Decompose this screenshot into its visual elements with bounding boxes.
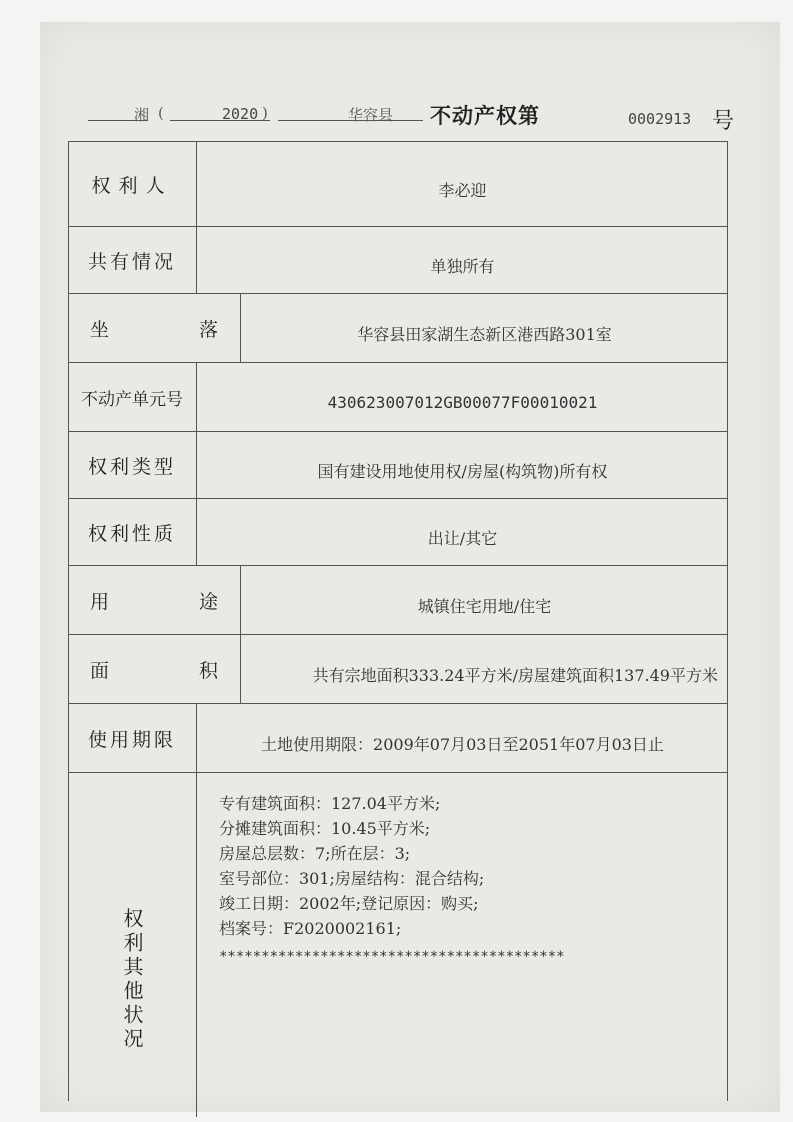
row-other bbox=[68, 772, 728, 1117]
label-area bbox=[68, 635, 241, 703]
value-owner: 李必迎 bbox=[438, 180, 487, 200]
label-location-1: 坐 bbox=[90, 318, 110, 341]
row-right-type bbox=[68, 431, 728, 498]
label-right-nature: 权利性质 bbox=[68, 499, 197, 565]
row-right-nature bbox=[68, 498, 728, 565]
label-usage-2: 途 bbox=[198, 590, 218, 613]
year-open-paren: ( bbox=[158, 104, 164, 122]
label-location bbox=[68, 294, 241, 362]
label-right-type: 权利类型 bbox=[68, 432, 197, 498]
value-other bbox=[197, 773, 728, 1117]
row-unit-number bbox=[68, 362, 728, 431]
label-unit-number: 不动产单元号 bbox=[68, 363, 197, 431]
value-right-type: 国有建设用地使用权/房屋(构筑物)所有权 bbox=[317, 461, 608, 481]
county-name: 华容县 bbox=[348, 106, 394, 124]
value-location: 华容县田家湖生态新区港西路301室 bbox=[357, 324, 612, 344]
year-close-paren: ) bbox=[262, 104, 268, 122]
rights-table bbox=[68, 141, 728, 1117]
other-line: 房屋总层数：7;所在层：3; bbox=[219, 844, 411, 863]
other-line: 档案号：F2020002161; bbox=[219, 919, 402, 938]
certificate-year: 2020 bbox=[222, 105, 259, 123]
row-owner bbox=[68, 141, 728, 226]
certificate-title: 不动产权第 bbox=[430, 103, 540, 128]
other-line: 竣工日期：2002年;登记原因：购买; bbox=[219, 894, 479, 913]
label-term: 使用期限 bbox=[68, 704, 197, 772]
row-term bbox=[68, 703, 728, 772]
label-area-2: 积 bbox=[198, 659, 218, 682]
other-line-stars: ***************************************** bbox=[219, 949, 565, 965]
label-usage bbox=[68, 566, 241, 634]
label-owner: 权利人 bbox=[68, 142, 197, 226]
row-area bbox=[68, 634, 728, 703]
value-unit-number: 430623007012GB00077F00010021 bbox=[327, 392, 598, 412]
certificate-number: 0002913 bbox=[628, 110, 692, 128]
row-co-ownership bbox=[68, 226, 728, 293]
label-location-2: 落 bbox=[198, 318, 218, 341]
other-line: 室号部位：301;房屋结构：混合结构; bbox=[219, 869, 485, 888]
value-area: 共有宗地面积333.24平方米/房屋建筑面积137.49平方米 bbox=[312, 665, 718, 685]
label-other-cell bbox=[68, 773, 197, 1117]
label-usage-1: 用 bbox=[90, 590, 110, 613]
number-suffix: 号 bbox=[712, 109, 735, 134]
value-right-nature: 出让/其它 bbox=[427, 528, 498, 548]
label-area-1: 面 bbox=[90, 659, 110, 682]
other-line: 专有建筑面积：127.04平方米; bbox=[219, 794, 441, 813]
other-line: 分摊建筑面积：10.45平方米; bbox=[219, 819, 431, 838]
value-term: 土地使用期限：2009年07月03日至2051年07月03日止 bbox=[261, 734, 664, 754]
label-co-ownership: 共有情况 bbox=[68, 227, 197, 293]
value-usage: 城镇住宅用地/住宅 bbox=[417, 596, 552, 616]
province-abbr: 湘 bbox=[134, 106, 150, 124]
row-location bbox=[68, 293, 728, 362]
value-co-ownership: 单独所有 bbox=[430, 256, 495, 276]
row-usage bbox=[68, 565, 728, 634]
label-other: 权利其他状况 bbox=[120, 908, 144, 1052]
